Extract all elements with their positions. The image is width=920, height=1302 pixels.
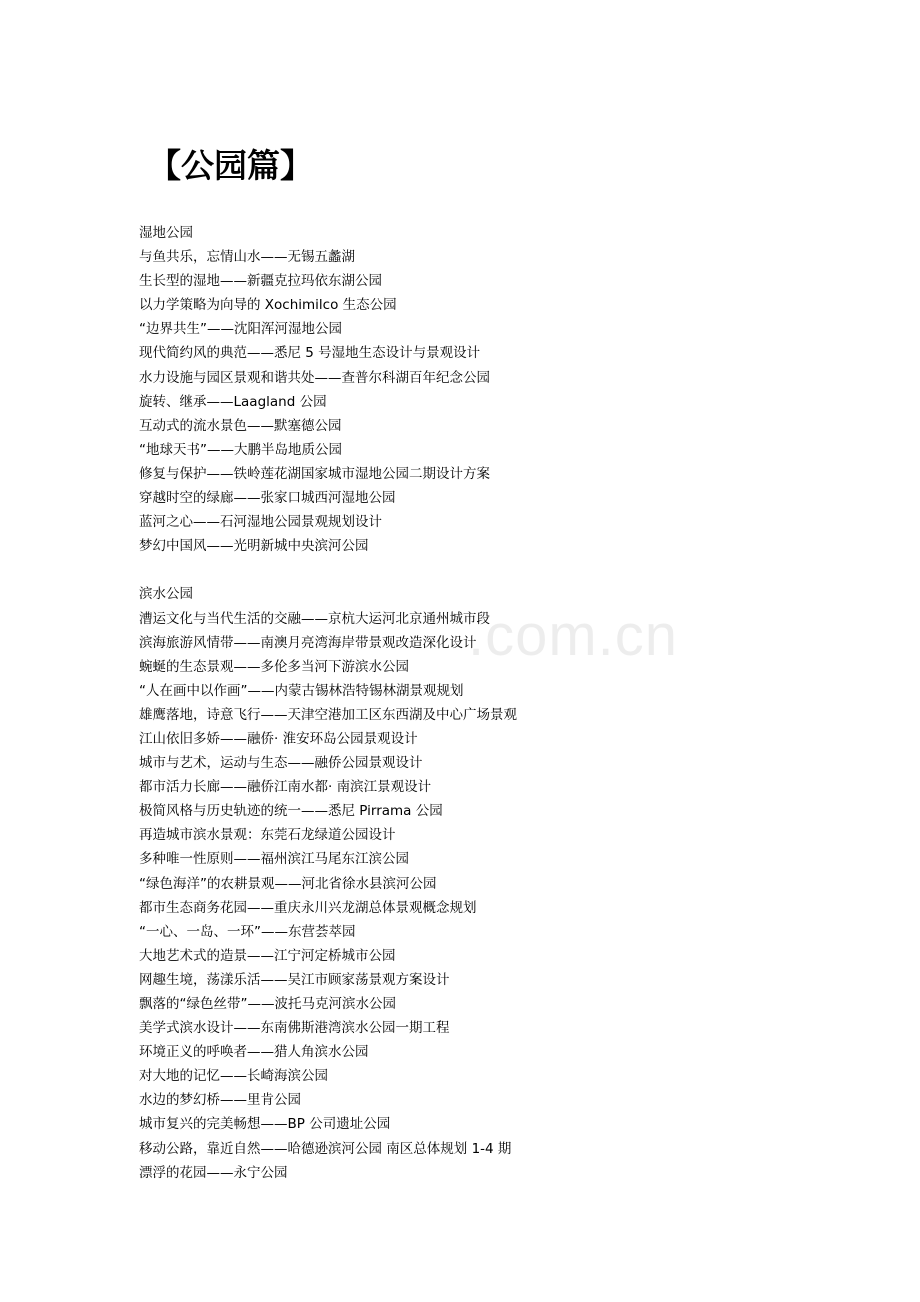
list-item: 水边的梦幻桥——里肯公园	[139, 1092, 301, 1109]
list-item: “绿色海洋”的农耕景观——河北省徐水县滨河公园	[139, 875, 437, 892]
list-item: “一心、一岛、一环”——东营荟萃园	[139, 923, 356, 940]
list-item: 蜿蜒的生态景观——多伦多当河下游滨水公园	[139, 658, 409, 675]
list-item: 旋转、继承——Laagland 公园	[139, 393, 327, 410]
list-item: 雄鹰落地，诗意飞行——天津空港加工区东西湖及中心广场景观	[139, 706, 517, 723]
list-item: 漂浮的花园——永宁公园	[139, 1164, 288, 1181]
list-item: 以力学策略为向导的 Xochimilco 生态公园	[139, 297, 397, 314]
list-item: “人在画中以作画”——内蒙古锡林浩特锡林湖景观规划	[139, 682, 464, 699]
list-item: 漕运文化与当代生活的交融——京杭大运河北京通州城市段	[139, 610, 490, 627]
list-item: 生长型的湿地——新疆克拉玛依东湖公园	[139, 273, 382, 290]
list-item: 修复与保护——铁岭莲花湖国家城市湿地公园二期设计方案	[139, 465, 490, 482]
list-item: 环境正义的呼唤者——猎人角滨水公园	[139, 1044, 369, 1061]
list-item: 与鱼共乐，忘情山水——无锡五蠡湖	[139, 249, 355, 266]
list-item: 梦幻中国风——光明新城中央滨河公园	[139, 538, 369, 555]
section-waterfront-parks	[139, 582, 879, 1184]
list-item: 滨海旅游风情带——南澳月亮湾海岸带景观改造深化设计	[139, 634, 477, 651]
list-item: 现代简约风的典范——悉尼 5 号湿地生态设计与景观设计	[139, 345, 481, 362]
list-item: 水力设施与园区景观和谐共处——查普尔科湖百年纪念公园	[139, 369, 490, 386]
list-item: 互动式的流水景色——默塞德公园	[139, 417, 342, 434]
list-item: 蓝河之心——石河湿地公园景观规划设计	[139, 514, 382, 531]
list-item: 对大地的记忆——长崎海滨公园	[139, 1068, 328, 1085]
list-item: 极简风格与历史轨迹的统一——悉尼 Pirrama 公园	[139, 803, 443, 820]
list-item: 再造城市滨水景观：东莞石龙绿道公园设计	[139, 827, 396, 844]
list-item: 穿越时空的绿廊——张家口城西河湿地公园	[139, 490, 396, 507]
list-item: 都市活力长廊——融侨江南水都· 南滨江景观设计	[139, 779, 432, 796]
section-wetland-parks	[139, 221, 879, 558]
page-title: 【公园篇】	[148, 146, 313, 185]
list-item: 都市生态商务花园——重庆永川兴龙湖总体景观概念规划	[139, 899, 477, 916]
list-item: 美学式滨水设计——东南佛斯港湾滨水公园一期工程	[139, 1020, 450, 1037]
list-item: 大地艺术式的造景——江宁河定桥城市公园	[139, 947, 396, 964]
list-item: 网趣生境，荡漾乐活——吴江市顾家荡景观方案设计	[139, 971, 450, 988]
list-item: 城市复兴的完美畅想——BP 公司遗址公园	[139, 1116, 391, 1133]
list-item: “边界共生”——沈阳浑河湿地公园	[139, 321, 342, 338]
list-item: 城市与艺术，运动与生态——融侨公园景观设计	[139, 755, 423, 772]
section-heading: 滨水公园	[139, 586, 193, 603]
list-item: 飘落的“绿色丝带”——波托马克河滨水公园	[139, 996, 396, 1012]
document-body	[139, 221, 879, 1185]
watermark-text: .com.cn	[468, 603, 679, 668]
list-item: 移动公路，靠近自然——哈德逊滨河公园 南区总体规划 1-4 期	[139, 1140, 512, 1157]
section-heading: 湿地公园	[139, 225, 193, 241]
list-item: 江山依旧多娇——融侨· 淮安环岛公园景观设计	[139, 730, 418, 747]
list-item: “地球天书”——大鹏半岛地质公园	[139, 441, 342, 458]
list-item: 多种唯一性原则——福州滨江马尾东江滨公园	[139, 851, 409, 868]
